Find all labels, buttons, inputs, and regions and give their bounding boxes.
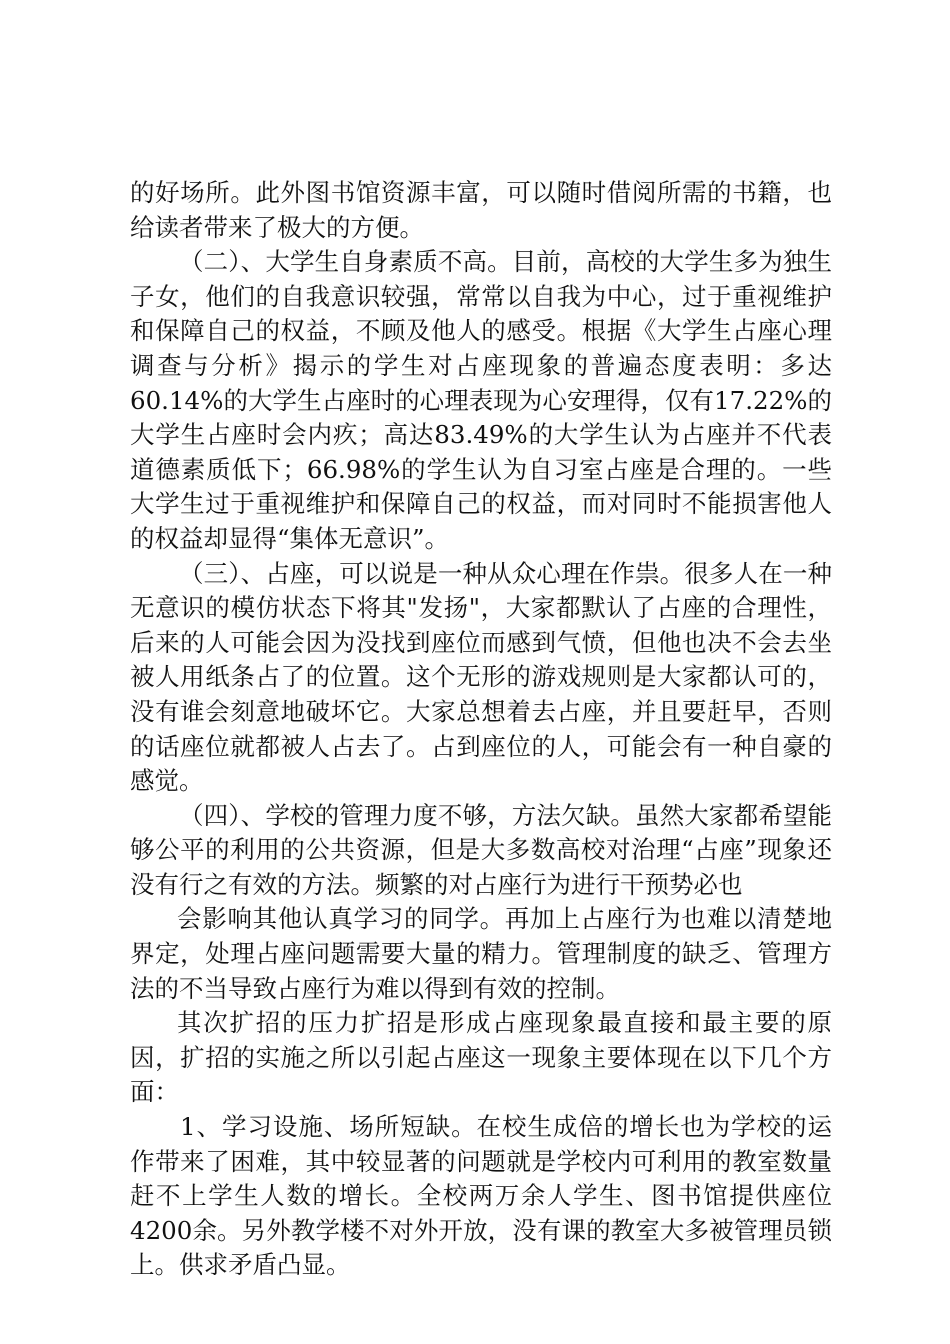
paragraph-continuation: 的好场所。此外图书馆资源丰富，可以随时借阅所需的书籍，也给读者带来了极大的方便。 (130, 178, 832, 242)
document-body (130, 176, 832, 1283)
paragraph-item-1: 1、学习设施、场所短缺。在校生成倍的增长也为学校的运作带来了困难，其中较显著的问题就是学校内可利用的教室数量赶不上学生人数的增长。全校两万余人学生、图书馆提供座位4200余。另外教学楼不对外开放，没有课的教室大多被管理员锁上。供求矛盾凸显。 (130, 1112, 832, 1280)
paragraph-section-3: （三）、占座，可以说是一种从众心理在作祟。很多人在一种无意识的模仿状态下将其"发扬"，大家都默认了占座的合理性，后来的人可能会因为没找到座位而感到气愤，但他也决不会去坐被人用纸条占了的位置。这个无形的游戏规则是大家都认可的，没有谁会刻意地破坏它。大家总想着去占座，并且要赶早，否则的话座位就都被人占去了。占到座位的人，可能会有一种自豪的感觉。 (130, 558, 832, 796)
paragraph-expansion-pressure: 其次扩招的压力扩招是形成占座现象最直接和最主要的原因，扩招的实施之所以引起占座这一现象主要体现在以下几个方面： (130, 1008, 832, 1107)
paragraph-section-4: （四）、学校的管理力度不够，方法欠缺。虽然大家都希望能够公平的利用的公共资源，但是大多数高校对治理“占座”现象还没有行之有效的方法。频繁的对占座行为进行干预势必也 (130, 800, 832, 899)
paragraph-section-2: （二）、大学生自身素质不高。目前，高校的大学生多为独生子女，他们的自我意识较强，常常以自我为中心，过于重视维护和保障自己的权益，不顾及他人的感受。根据《大学生占座心理调查与分析》揭示的学生对占座现象的普遍态度表明：多达60.14%的大学生占座时的心理表现为心安理得，仅有17.22%的大学生占座时会内疚；高达83.49%的大学生认为占座并不代表道德素质低下；66.98%的学生认为自习室占座是合理的。一些大学生过于重视维护和保障自己的权益，而对同时不能损害他人的权益却显得“集体无意识”。 (130, 247, 832, 553)
paragraph-section-4-continued: 会影响其他认真学习的同学。再加上占座行为也难以清楚地界定，处理占座问题需要大量的精力。管理制度的缺乏、管理方法的不当导致占座行为难以得到有效的控制。 (130, 904, 832, 1003)
